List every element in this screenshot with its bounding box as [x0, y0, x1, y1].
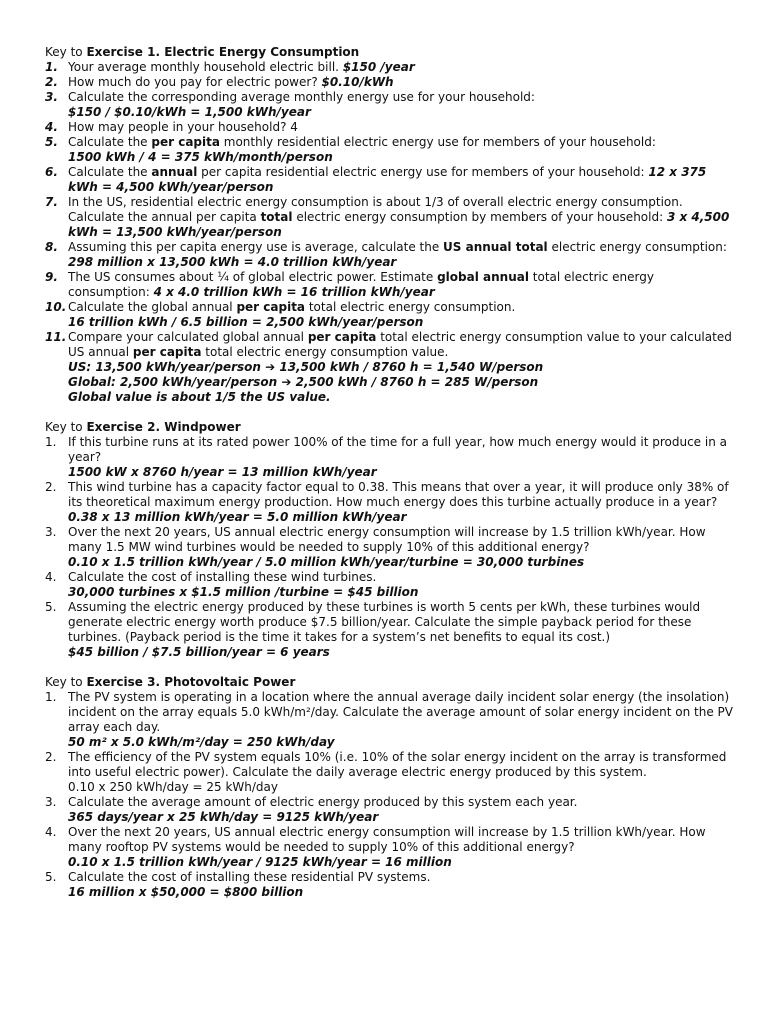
question-item — [45, 570, 735, 600]
question-text: Calculate the cost of installing these residential PV systems. — [68, 870, 431, 884]
question-text: The PV system is operating in a location where the annual average daily incident solar energy (the insolation) incident on the array equals 5.0 kWh/m²/day. Calculate the average amount of solar energy incident on the PV array each day. — [68, 690, 733, 734]
emphasis: per capita — [132, 345, 202, 359]
question-body — [68, 525, 735, 570]
question-number: 1. — [45, 435, 57, 449]
question-number: 1. — [45, 60, 58, 74]
question-item — [45, 825, 735, 870]
question-item — [45, 60, 735, 75]
heading-prefix: Key to — [45, 675, 87, 689]
question-text: Your average monthly household electric bill. $150 /year — [68, 60, 415, 74]
question-item — [45, 135, 735, 165]
question-text: Calculate the annual per capita residential electric energy use for members of your household: 12 x 375 kWh = 4,500 kWh/year/person — [68, 165, 707, 194]
question-item — [45, 795, 735, 825]
question-body — [68, 90, 735, 120]
answer-line: 0.38 x 13 million kWh/year = 5.0 million kWh/year — [68, 510, 407, 524]
answer-line: 1500 kW x 8760 h/year = 13 million kWh/year — [68, 465, 377, 479]
question-item — [45, 195, 735, 240]
inline-answer: $150 /year — [342, 60, 415, 74]
question-body — [68, 270, 735, 300]
answer-line: US: 13,500 kWh/year/person ➔ 13,500 kWh / 8760 h = 1,540 W/person — [68, 360, 544, 374]
answer-line: Global value is about 1/5 the US value. — [68, 390, 331, 404]
emphasis: annual — [151, 165, 198, 179]
question-number: 2. — [45, 480, 57, 494]
question-text: If this turbine runs at its rated power 100% of the time for a full year, how much energy would it produce in a year? — [68, 435, 727, 464]
answer-line: 0.10 x 250 kWh/day = 25 kWh/day — [68, 780, 279, 794]
exercise-2-items — [45, 435, 735, 660]
inline-answer: 3 x 4,500 kWh = 13,500 kWh/year/person — [68, 210, 730, 239]
question-number: 5. — [45, 135, 58, 149]
question-item — [45, 435, 735, 480]
arrow-icon: ➔ — [265, 360, 276, 374]
exercise-2-section — [45, 420, 735, 660]
question-text: In the US, residential electric energy consumption is about 1/3 of overall electric energy consumption. Calculate the annual per capita total electric energy consumption by members of your household: 3 x 4,500 kWh = 13,500 kWh/year/person — [68, 195, 730, 239]
question-text: How much do you pay for electric power? $0.10/kWh — [68, 75, 394, 89]
heading-title: Exercise 1. Electric Energy Consumption — [86, 45, 360, 59]
question-number: 7. — [45, 195, 58, 209]
question-body — [68, 60, 735, 75]
question-body — [68, 570, 735, 600]
question-body — [68, 195, 735, 240]
question-number: 5. — [45, 600, 57, 614]
question-text: Calculate the cost of installing these wind turbines. — [68, 570, 377, 584]
emphasis: per capita — [151, 135, 220, 149]
inline-answer: 4 x 4.0 trillion kWh = 16 trillion kWh/year — [153, 285, 435, 299]
question-body — [68, 870, 735, 900]
question-body — [68, 480, 735, 525]
question-text: The US consumes about ¼ of global electric power. Estimate global annual total electric energy consumption: 4 x 4.0 trillion kWh = 16 trillion kWh/year — [68, 270, 654, 299]
emphasis: total — [260, 210, 293, 224]
question-number: 1. — [45, 690, 57, 704]
question-number: 3. — [45, 90, 58, 104]
question-text: Compare your calculated global annual per capita total electric energy consumption value to your calculated US annual per capita total electric energy consumption value. — [68, 330, 732, 359]
question-item — [45, 480, 735, 525]
question-text: The efficiency of the PV system equals 10% (i.e. 10% of the solar energy incident on the array is transformed into useful electric power). Calculate the daily average electric energy produced by this system. — [68, 750, 727, 779]
answer-line: Global: 2,500 kWh/year/person ➔ 2,500 kWh / 8760 h = 285 W/person — [68, 375, 539, 389]
question-body — [68, 135, 735, 165]
question-text: Calculate the global annual per capita total electric energy consumption. — [68, 300, 516, 314]
question-item — [45, 690, 735, 750]
question-number: 4. — [45, 120, 58, 134]
inline-answer: $0.10/kWh — [321, 75, 394, 89]
exercise-3-heading — [45, 675, 735, 690]
question-body — [68, 600, 735, 660]
question-body — [68, 75, 735, 90]
answer-line: 16 million x $50,000 = $800 billion — [68, 885, 304, 899]
heading-prefix: Key to — [45, 420, 87, 434]
question-number: 3. — [45, 795, 57, 809]
question-item — [45, 120, 735, 135]
question-number: 4. — [45, 825, 57, 839]
answer-line: 16 trillion kWh / 6.5 billion = 2,500 kWh/year/person — [68, 315, 424, 329]
question-body — [68, 435, 735, 480]
question-item — [45, 240, 735, 270]
question-body — [68, 240, 735, 270]
exercise-1-section — [45, 45, 735, 405]
question-text: Over the next 20 years, US annual electric energy consumption will increase by 1.5 trillion kWh/year. How many 1.5 MW wind turbines would be needed to supply 10% of this additional energy? — [68, 525, 706, 554]
question-number: 11. — [45, 330, 67, 344]
question-number: 10. — [45, 300, 67, 314]
question-number: 8. — [45, 240, 58, 254]
question-item — [45, 75, 735, 90]
heading-title: Exercise 2. Windpower — [86, 420, 241, 434]
question-body — [68, 165, 735, 195]
question-item — [45, 870, 735, 900]
emphasis: per capita — [307, 330, 377, 344]
question-number: 2. — [45, 75, 58, 89]
emphasis: US annual total — [443, 240, 548, 254]
question-number: 2. — [45, 750, 57, 764]
question-item — [45, 90, 735, 120]
question-body — [68, 795, 735, 825]
heading-prefix: Key to — [45, 45, 87, 59]
answer-line: 0.10 x 1.5 trillion kWh/year / 5.0 million kWh/year/turbine = 30,000 turbines — [68, 555, 585, 569]
question-text: Calculate the per capita monthly residential electric energy use for members of your household: — [68, 135, 656, 149]
question-body — [68, 825, 735, 870]
question-body — [68, 300, 735, 330]
answer-line: 50 m² x 5.0 kWh/m²/day = 250 kWh/day — [68, 735, 335, 749]
question-number: 4. — [45, 570, 57, 584]
question-text: How may people in your household? 4 — [68, 120, 298, 134]
question-text: This wind turbine has a capacity factor equal to 0.38. This means that over a year, it will produce only 38% of its theoretical maximum energy production. How much energy does this turbine actually produce in a year? — [68, 480, 729, 509]
question-body — [68, 750, 735, 795]
answer-line: 365 days/year x 25 kWh/day = 9125 kWh/year — [68, 810, 379, 824]
exercise-1-heading — [45, 45, 735, 60]
question-text: Assuming this per capita energy use is average, calculate the US annual total electric energy consumption: 298 million x 13,500 kWh = 4.0 trillion kWh/year — [68, 240, 727, 269]
question-text: Assuming the electric energy produced by these turbines is worth 5 cents per kWh, these turbines would generate electric energy worth produce $7.5 billion/year. Calculate the simple payback period for these turbines. (Payback period is the time it takes for a system’s net benefits to equal its cost.) — [68, 600, 701, 644]
question-item — [45, 750, 735, 795]
question-number: 5. — [45, 870, 57, 884]
question-number: 3. — [45, 525, 57, 539]
emphasis: global annual — [437, 270, 529, 284]
answer-line: $150 / $0.10/kWh = 1,500 kWh/year — [68, 105, 311, 119]
answer-key-document — [45, 45, 735, 915]
question-item — [45, 330, 735, 405]
inline-answer: 298 million x 13,500 kWh = 4.0 trillion kWh/year — [68, 255, 397, 269]
exercise-1-items — [45, 60, 735, 405]
question-body — [68, 690, 735, 750]
exercise-2-heading — [45, 420, 735, 435]
arrow-icon: ➔ — [281, 375, 292, 389]
question-item — [45, 270, 735, 300]
question-number: 9. — [45, 270, 58, 284]
question-item — [45, 165, 735, 195]
question-body — [68, 120, 735, 135]
exercise-3-section — [45, 675, 735, 900]
answer-line: 1500 kWh / 4 = 375 kWh/month/person — [68, 150, 333, 164]
question-item — [45, 600, 735, 660]
answer-line: 30,000 turbines x $1.5 million /turbine = $45 billion — [68, 585, 419, 599]
heading-title: Exercise 3. Photovoltaic Power — [86, 675, 296, 689]
exercise-3-items — [45, 690, 735, 900]
inline-answer: 12 x 375 kWh = 4,500 kWh/year/person — [68, 165, 707, 194]
answer-line: 0.10 x 1.5 trillion kWh/year / 9125 kWh/year = 16 million — [68, 855, 452, 869]
question-text: Calculate the average amount of electric energy produced by this system each year. — [68, 795, 578, 809]
answer-line: $45 billion / $7.5 billion/year = 6 years — [68, 645, 330, 659]
emphasis: per capita — [236, 300, 306, 314]
question-item — [45, 300, 735, 330]
question-number: 6. — [45, 165, 58, 179]
question-text: Over the next 20 years, US annual electric energy consumption will increase by 1.5 trillion kWh/year. How many rooftop PV systems would be needed to supply 10% of this additional energy? — [68, 825, 706, 854]
question-item — [45, 525, 735, 570]
question-body — [68, 330, 735, 405]
question-text: Calculate the corresponding average monthly energy use for your household: — [68, 90, 535, 104]
